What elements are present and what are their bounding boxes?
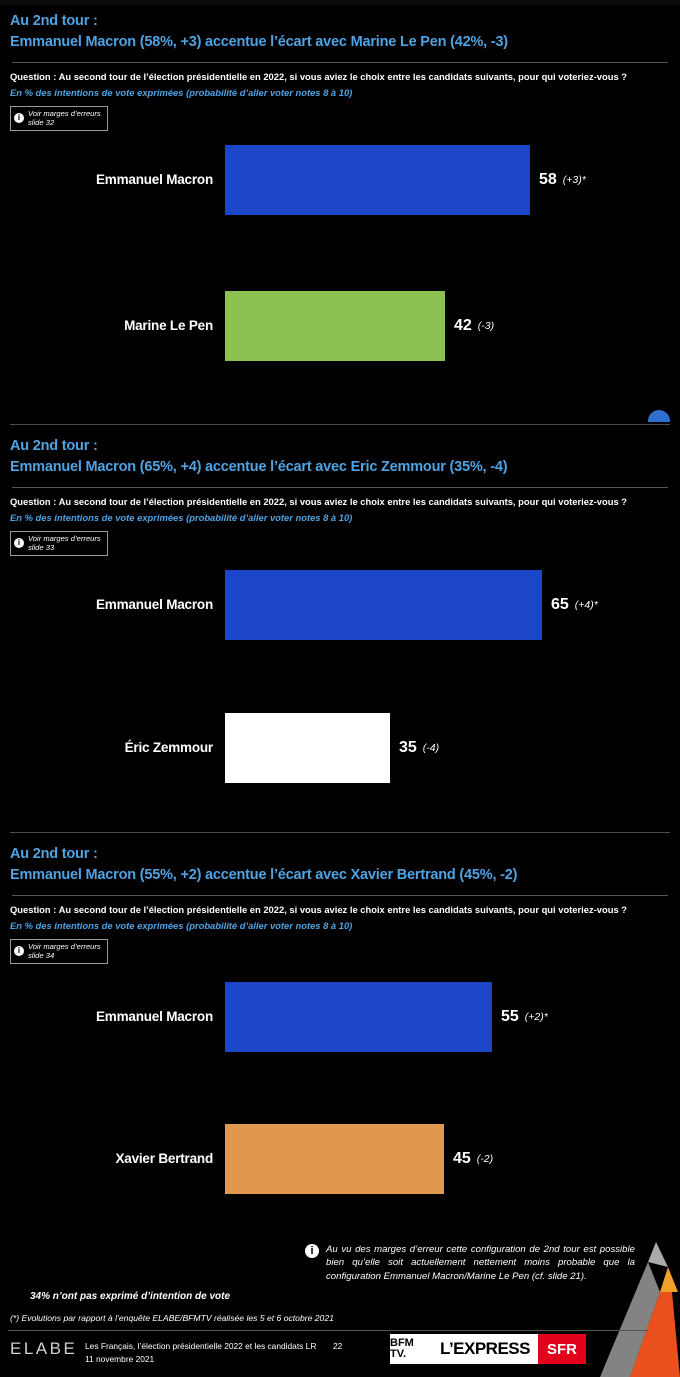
footer-study-info <box>85 1340 316 1365</box>
partner-logos <box>390 1334 586 1364</box>
bar-wrap <box>225 982 548 1052</box>
bar-label: Xavier Bertrand <box>115 1151 213 1167</box>
bar-value: 55 <box>501 1007 519 1025</box>
subnote-text: En % des intentions de vote exprimées (probabilité d’aller voter notes 8 à 10) <box>10 511 353 523</box>
bar-label: Marine Le Pen <box>124 318 213 334</box>
bar-fill <box>225 1124 444 1194</box>
margin-of-error-box[interactable] <box>10 106 108 131</box>
bar-wrap <box>225 291 494 361</box>
slide-macron-zemmour <box>0 425 680 832</box>
bar-value: 58 <box>539 170 557 188</box>
bfmtv-logo-text: BFM TV. <box>390 1337 414 1360</box>
bar-value: 65 <box>551 595 569 613</box>
bar-evolution: (+3)* <box>562 173 586 186</box>
bar-fill <box>225 145 530 215</box>
margin-line1: Voir marges d’erreurs <box>28 941 101 951</box>
info-icon: i <box>14 538 24 548</box>
slide-title-line1: Au 2nd tour : <box>10 438 98 454</box>
footer-line1: Les Français, l’élection présidentielle 2022 et les candidats LR <box>85 1341 317 1351</box>
evolution-footnote: (*) Evolutions par rapport à l’enquête ELABE/BFMTV réalisée les 5 et 6 octobre 2021 <box>10 1313 334 1323</box>
footer <box>0 1330 680 1377</box>
bar-evolution: (-4) <box>422 741 440 754</box>
bar-chart <box>10 145 670 361</box>
margin-line2: slide 32 <box>28 118 55 128</box>
bar-value: 35 <box>399 738 417 756</box>
bar-row <box>10 1124 670 1194</box>
margin-of-error-text <box>28 109 101 128</box>
bar-evolution: (+4)* <box>574 598 598 611</box>
slide-title-line2: Emmanuel Macron (65%, +4) accentue l’écart avec Eric Zemmour (35%, -4) <box>10 459 508 475</box>
lexpress-logo: L’EXPRESS <box>432 1334 538 1364</box>
bar-fill <box>225 982 492 1052</box>
subnote-text: En % des intentions de vote exprimées (probabilité d’aller voter notes 8 à 10) <box>10 86 353 98</box>
bar-value: 42 <box>454 316 472 334</box>
question-text: Question : Au second tour de l’élection présidentielle en 2022, si vous aviez le choix entre les candidats suivants, pour qui voteriez-vous ? <box>10 71 628 82</box>
bfmtv-logo <box>390 1334 432 1364</box>
margin-of-error-box[interactable] <box>10 939 108 964</box>
bar-row <box>10 570 670 640</box>
bar-fill <box>225 291 445 361</box>
callout-text: Au vu des marges d’erreur cette configuration de 2nd tour est possible bien qu’elle soit actuellement nettement moins probable que la configuration Emmanuel Macron/Marine Le Pen (cf. slide 21). <box>326 1244 635 1282</box>
slide-title-line2: Emmanuel Macron (58%, +3) accentue l’écart avec Marine Le Pen (42%, -3) <box>10 34 508 50</box>
scroll-indicator-dot <box>648 410 670 422</box>
info-icon: i <box>14 113 24 123</box>
bar-wrap <box>225 1124 493 1194</box>
slide-title-line1: Au 2nd tour : <box>10 846 98 862</box>
bar-row <box>10 145 670 215</box>
question-text: Question : Au second tour de l’élection présidentielle en 2022, si vous aviez le choix entre les candidats suivants, pour qui voteriez-vous ? <box>10 496 628 507</box>
bar-label: Emmanuel Macron <box>95 597 213 613</box>
question-text: Question : Au second tour de l’élection présidentielle en 2022, si vous aviez le choix entre les candidats suivants, pour qui voteriez-vous ? <box>10 904 628 915</box>
page-number: 22 <box>333 1341 343 1351</box>
info-icon: i <box>14 946 24 956</box>
sfr-logo: SFR <box>538 1334 586 1364</box>
subnote-text: En % des intentions de vote exprimées (probabilité d’aller voter notes 8 à 10) <box>10 919 353 931</box>
footer-divider <box>8 1330 648 1331</box>
slide-macron-lepen <box>0 0 680 424</box>
bar-fill <box>225 570 542 640</box>
margin-of-error-text <box>28 534 101 553</box>
margin-line1: Voir marges d’erreurs <box>28 108 101 118</box>
bar-label: Emmanuel Macron <box>95 1009 213 1025</box>
margin-of-error-box[interactable] <box>10 531 108 556</box>
no-intention-note: 34% n’ont pas exprimé d’intention de vote <box>30 1291 231 1302</box>
bar-wrap <box>225 145 586 215</box>
bar-chart <box>10 982 670 1194</box>
bar-row <box>10 713 670 783</box>
slide-title-line2: Emmanuel Macron (55%, +2) accentue l’écart avec Xavier Bertrand (45%, -2) <box>10 867 518 883</box>
elabe-logo: ELABE <box>10 1339 78 1358</box>
slide-title-line1: Au 2nd tour : <box>10 13 98 29</box>
bar-evolution: (-2) <box>476 1152 494 1165</box>
bar-wrap <box>225 713 439 783</box>
bar-evolution: (+2)* <box>524 1010 548 1023</box>
bar-chart <box>10 570 670 783</box>
info-icon: i <box>305 1244 319 1258</box>
bar-value: 45 <box>453 1149 471 1167</box>
margin-line2: slide 33 <box>28 543 55 553</box>
bar-label: Emmanuel Macron <box>95 172 213 188</box>
margin-line2: slide 34 <box>28 951 55 961</box>
bar-label: Éric Zemmour <box>124 740 213 756</box>
bar-fill <box>225 713 390 783</box>
margin-line1: Voir marges d’erreurs <box>28 533 101 543</box>
bar-row <box>10 291 670 361</box>
bar-wrap <box>225 570 598 640</box>
bar-evolution: (-3) <box>477 319 495 332</box>
footer-line2: 11 novembre 2021 <box>85 1353 155 1364</box>
bar-row <box>10 982 670 1052</box>
margin-of-error-text <box>28 942 101 961</box>
